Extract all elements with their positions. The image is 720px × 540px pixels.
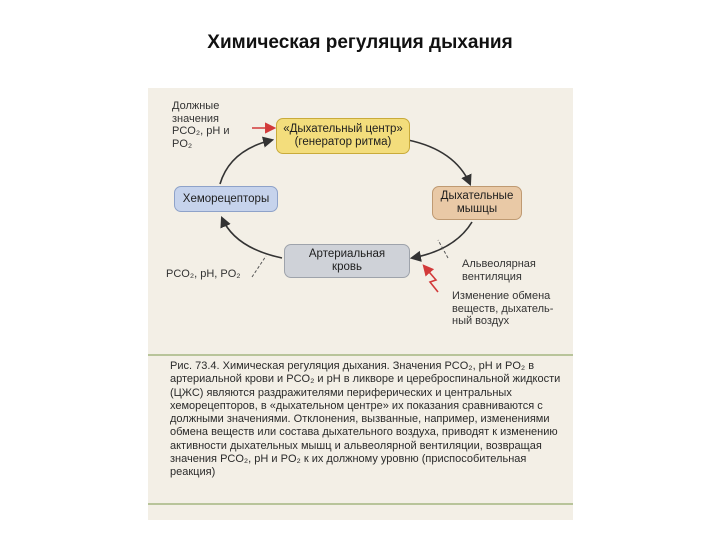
metabolism-change-label: Изменение обмена веществ, дыхатель- ный воздух [452,290,554,327]
chemoreceptors-label: Хеморецепторы [182,192,270,205]
alveolar-ventilation-label: Альвеолярная вентиляция [462,258,536,283]
blood-params-label: PCO₂, pH, PO₂ [166,268,241,280]
arrow-disturbance [424,266,438,292]
target-values-label: Должные значения PCO₂, pH и PO₂ [172,100,230,150]
arrow-blood-to-chemoreceptors [222,218,282,258]
arterial-blood-label: Артериальная кровь [308,248,386,273]
respiratory-muscles-node [432,186,522,220]
caption-top-rule [148,354,573,356]
arterial-blood-node [284,244,410,278]
respiratory-center-label: «Дыхательный центр» (генератор ритма) [283,123,403,148]
respiratory-muscles-label: Дыхательные мышцы [440,190,514,215]
dashed-line-blood-params [252,256,266,277]
respiratory-center-node [276,118,410,154]
chemoreceptors-node [174,186,278,212]
arrow-muscles-to-blood [412,222,472,258]
caption-bottom-rule [148,503,573,505]
arrow-center-to-muscles [408,140,470,184]
figure-caption: Рис. 73.4. Химическая регуляция дыхания. Значения PCO₂, pH и PO₂ в артериальной крови и PCO₂ и pH в ликворе и цереброспинальной жидкости (ЦЖС) являются раздражителями периферических и центральных хеморецепторов, в «дыхательном центре» их показания сравниваются с должными значениями. Отклонения, вызванные, например, изменениями обмена веществ или состава дыхательного воздуха, приводят к изменению активности дыхательных мышц и альвеолярной вентиляции, возвращая значения PCO₂, pH и PO₂ к их должному уровню (приспособительная реакция) [170,360,561,479]
page-title: Химическая регуляция дыхания [207,32,513,53]
